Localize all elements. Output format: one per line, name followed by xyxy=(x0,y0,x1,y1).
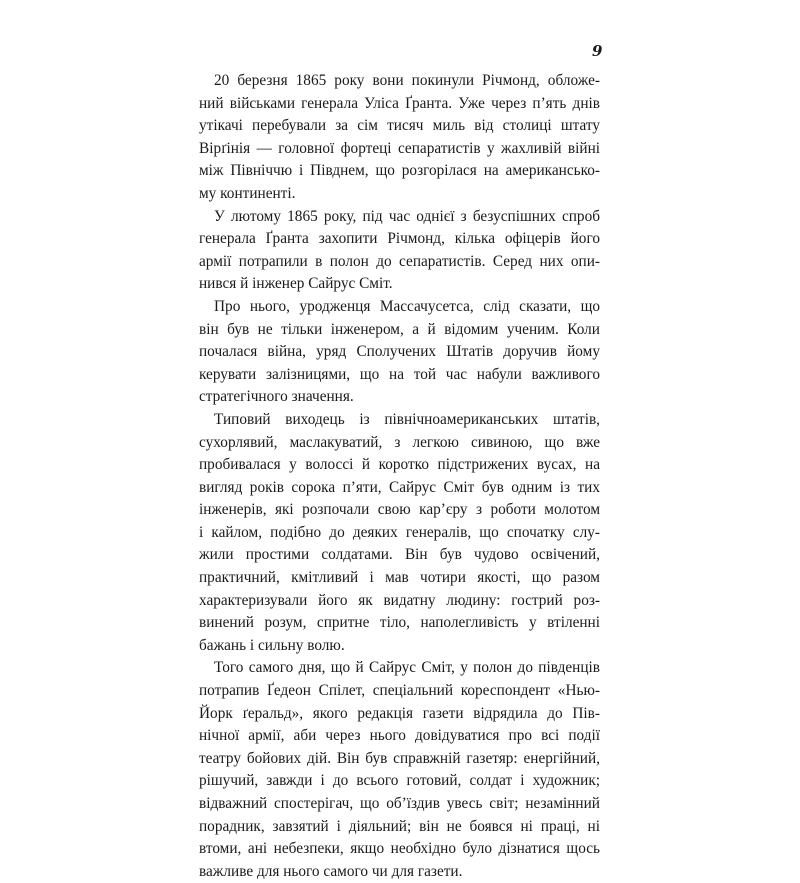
text-line: нився й інженер Сайрус Сміт. xyxy=(199,275,393,293)
text-line: почалася війна, уряд Сполучених Штатів доручив йому xyxy=(199,343,600,361)
page-number: 9 xyxy=(592,42,603,60)
text-line: відважний спостерігач, що об’їздив увесь світ; незамінний xyxy=(199,795,600,812)
text-line: 20 березня 1865 року вони покинули Річмонд, обложе- xyxy=(214,72,600,89)
text-line: втоми, ані небезпеки, якщо необхідно було дізнатися щось xyxy=(199,840,600,858)
text-line: керувати залізницями, що на той час набули важливого xyxy=(199,365,600,383)
text-line: порадник, завзятий і діяльний; він не боявся ні праці, ні xyxy=(199,817,600,835)
paragraph xyxy=(199,409,600,658)
text-line: стратегічного значення. xyxy=(199,388,354,406)
text-line: утікачі перебували за сім тисяч миль від столиці штату xyxy=(199,117,600,135)
text-line: ний військами генерала Уліса Ґранта. Уже через п’ять днів xyxy=(199,94,600,112)
paragraph xyxy=(199,657,600,883)
text-line: рішучий, завжди і до всього готовий, солдат і художник; xyxy=(199,772,600,790)
text-line: генерала Ґранта захопити Річмонд, кілька офіцерів його xyxy=(199,230,600,248)
text-line: інженерів, які розпочали свою кар’єру з роботи молотом xyxy=(199,501,600,519)
text-line: жили простими солдатами. Він був чудово освічений, xyxy=(199,546,600,564)
paragraph xyxy=(199,70,600,206)
text-line: му континенті. xyxy=(199,184,296,202)
text-line: У лютому 1865 року, під час однієї з безуспішних спроб xyxy=(214,207,600,225)
text-line: Йорк ґеральд», якого редакція газети відрядила до Пів- xyxy=(199,704,600,722)
paragraph xyxy=(199,296,600,409)
body-text xyxy=(199,70,600,883)
text-line: вигляд років сорока п’яти, Сайрус Сміт був одним із тих xyxy=(199,478,600,496)
text-line: бажань і сильну волю. xyxy=(199,636,345,654)
text-line: сухорлявий, маслакуватий, з легкою сивиною, що вже xyxy=(199,433,600,451)
text-line: практичний, кмітливий і мав чотири якості, що разом xyxy=(199,569,600,587)
text-line: театру бойових дій. Він був справжній газетяр: енергійний, xyxy=(199,749,600,767)
text-line: нічної армії, аби через нього довідуватися про всі події xyxy=(199,727,600,745)
text-line: потрапив Ґедеон Спілет, спеціальний кореспондент «Нью- xyxy=(199,682,600,700)
text-line: він був не тільки інженером, а й відомим ученим. Коли xyxy=(199,320,600,338)
text-line: важливе для нього самого чи для газети. xyxy=(199,862,463,880)
text-line: армії потрапили в полон до сепаратистів. Серед них опи- xyxy=(199,252,600,270)
text-line: пробивалася у волоссі й коротко підстрижених вусах, на xyxy=(199,456,600,474)
text-line: характеризували його як видатну людину: гострий роз- xyxy=(199,591,600,609)
text-line: Вірґінія — головної фортеці сепаратистів у жахливій війні xyxy=(199,139,600,157)
paragraph xyxy=(199,206,600,296)
text-line: Типовий виходець із північноамериканських штатів, xyxy=(214,410,600,428)
text-line: винений розум, спритне тіло, наполегливість у втіленні xyxy=(199,614,600,632)
text-line: і кайлом, подібно до деяких генералів, що спочатку слу- xyxy=(199,523,600,541)
text-line: між Північчю і Півднем, що розгорілася на американсько- xyxy=(199,162,600,180)
text-line: Того самого дня, що й Сайрус Сміт, у полон до південців xyxy=(214,659,600,677)
text-line: Про нього, уродженця Массачусетса, слід сказати, що xyxy=(214,297,600,315)
